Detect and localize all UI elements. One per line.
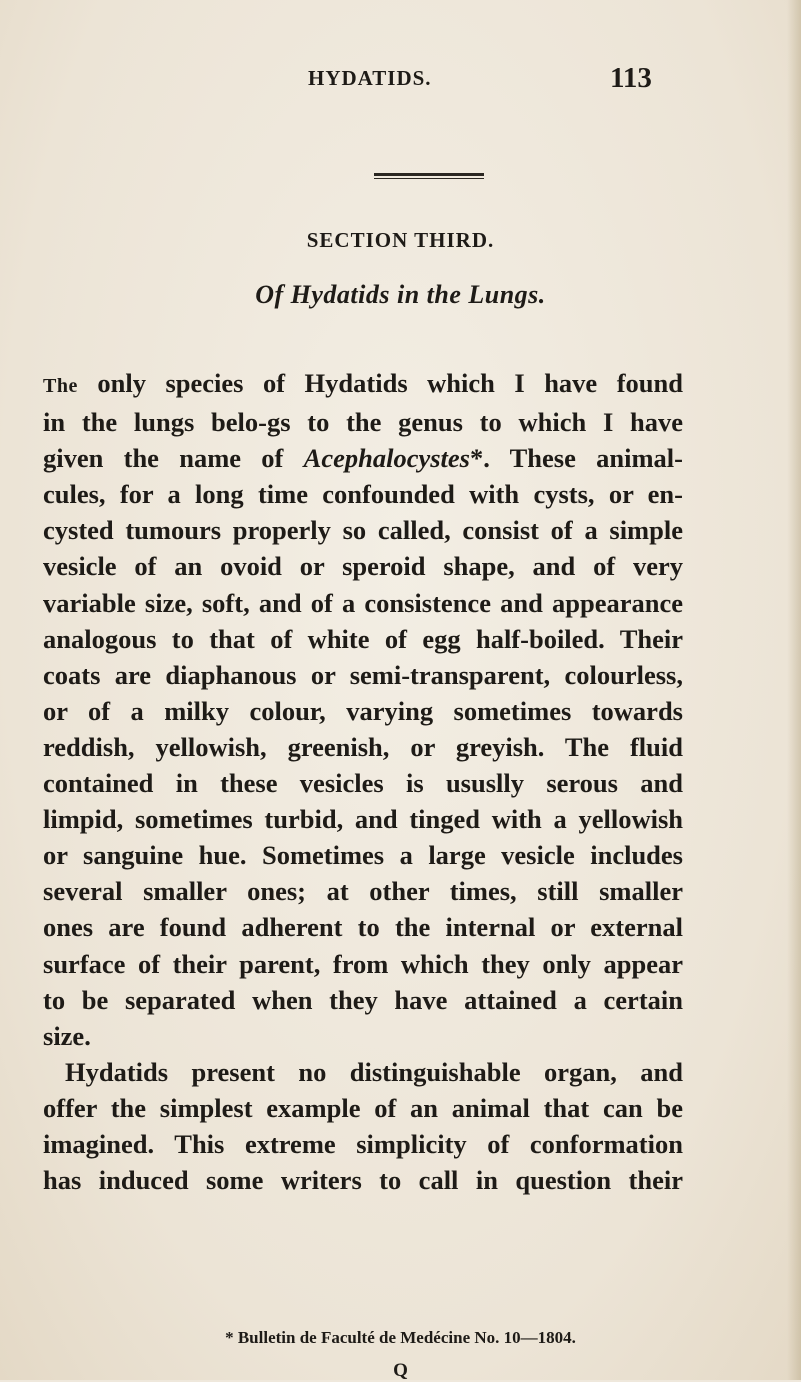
text-line: offer the simplest example of an animal that can be <box>43 1092 683 1123</box>
line-text: *. These animal- <box>469 443 683 474</box>
line-text: only species of Hydatids which I have found <box>77 368 683 398</box>
signature-mark: Q <box>393 1360 408 1381</box>
genus-name: Acephalocystes <box>303 443 470 474</box>
paragraph-2 <box>43 1054 683 1198</box>
text-line <box>43 365 683 404</box>
text-line: coats are diaphanous or semi-transparent, colourless, <box>43 659 683 690</box>
section-label: SECTION THIRD. <box>306 228 495 252</box>
text-line: to be separated when they have attained a certain <box>43 984 683 1015</box>
text-line <box>43 440 683 476</box>
paragraph-1 <box>43 365 683 1054</box>
text-line: reddish, yellowish, greenish, or greyish. The fluid <box>43 731 683 762</box>
text-line: analogous to that of white of egg half-boiled. Their <box>43 623 683 654</box>
text-line: or sanguine hue. Sometimes a large vesicle includes <box>43 840 683 871</box>
body-text <box>43 365 683 1198</box>
text-line: size. <box>43 1020 91 1051</box>
text-line: vesicle of an ovoid or speroid shape, and of very <box>43 551 683 582</box>
text-line: cysted tumours properly so called, consist of a simple <box>43 515 683 546</box>
opening-word: The <box>43 375 78 397</box>
section-divider <box>374 173 484 180</box>
divider-thin-line <box>374 178 484 179</box>
text-line: contained in these vesicles is ususlly serous and <box>43 768 683 799</box>
footnote: * Bulletin de Faculté de Medécine No. 10—1804. <box>225 1328 576 1347</box>
text-line: Hydatids present no distinguishable organ, and <box>65 1056 683 1087</box>
text-line: or of a milky colour, varying sometimes towards <box>43 695 683 726</box>
text-line: has induced some writers to call in question their <box>43 1165 683 1196</box>
text-line: limpid, sometimes turbid, and tinged with a yellowish <box>43 804 683 835</box>
page-header <box>0 62 801 102</box>
divider-thick-line <box>374 173 484 176</box>
text-line: imagined. This extreme simplicity of conformation <box>43 1128 683 1159</box>
page-edge-shadow <box>787 0 801 1380</box>
text-line: in the lungs belo-gs to the genus to which I have <box>43 407 683 438</box>
section-title: Of Hydatids in the Lungs. <box>255 280 546 309</box>
text-line: ones are found adherent to the internal or external <box>43 912 683 943</box>
text-line: several smaller ones; at other times, still smaller <box>43 876 683 907</box>
running-title: HYDATIDS. <box>308 66 432 90</box>
text-line: surface of their parent, from which they only appear <box>43 948 683 979</box>
line-text: given the name of <box>43 443 304 474</box>
page-number: 113 <box>610 62 652 94</box>
text-line: cules, for a long time confounded with cysts, or en- <box>43 479 683 510</box>
text-line: variable size, soft, and of a consistence and appearance <box>43 587 683 618</box>
